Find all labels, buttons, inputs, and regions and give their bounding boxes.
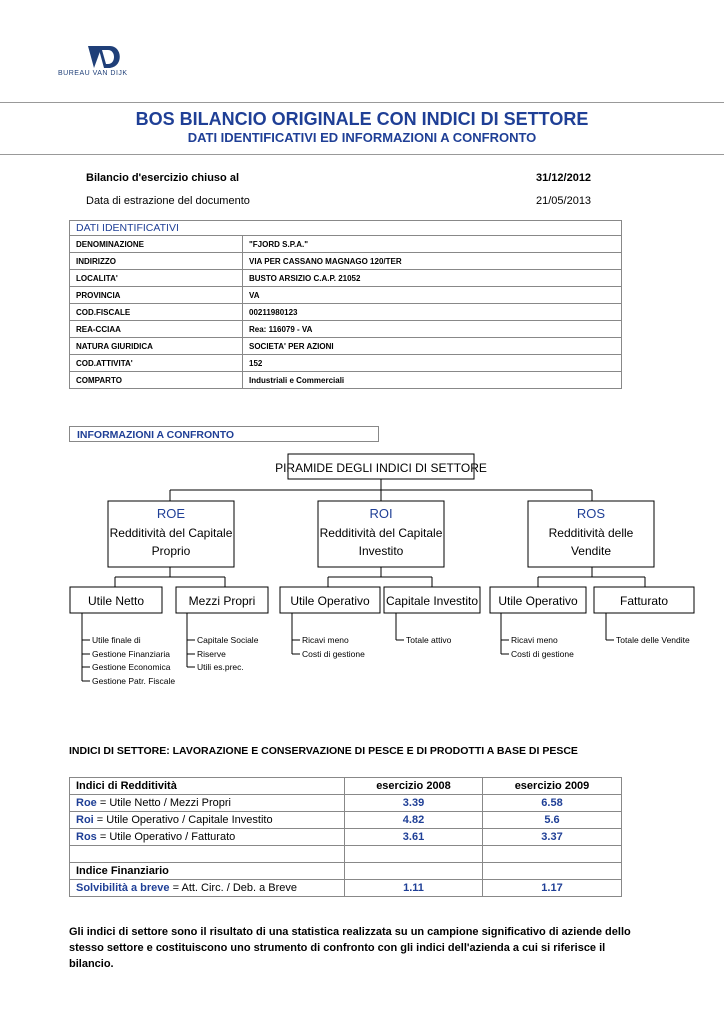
table-row (70, 795, 622, 812)
id-label: COD.ATTIVITA' (70, 355, 243, 372)
empty-cell (483, 863, 622, 880)
id-label: LOCALITA' (70, 270, 243, 287)
index-code: Ros (76, 831, 97, 843)
id-value: 00211980123 (243, 304, 622, 321)
id-value: 152 (243, 355, 622, 372)
list-item: Totale delle Vendite (616, 635, 690, 645)
index-formula-cell (70, 829, 345, 846)
list-item: Ricavi meno (302, 635, 349, 645)
id-label: INDIRIZZO (70, 253, 243, 270)
header-divider-bottom (0, 154, 724, 155)
table-row (70, 863, 622, 880)
pyramid-title: PIRAMIDE DEGLI INDICI DI SETTORE (275, 461, 487, 475)
id-value: Industriali e Commerciali (243, 372, 622, 389)
table-row (70, 355, 622, 372)
table-row (70, 236, 622, 253)
table-row (70, 880, 622, 897)
list-item: Costi di gestione (302, 649, 365, 659)
id-label: NATURA GIURIDICA (70, 338, 243, 355)
id-value: Rea: 116079 - VA (243, 321, 622, 338)
footnote: Gli indici di settore sono il risultato di una statistica realizzata su un campione significativo di aziende dello stesso settore e costituiscono uno strumento di confronto con gli indici dell'azienda a cui si riferisce il bilancio. (69, 926, 631, 970)
id-label: COD.FISCALE (70, 304, 243, 321)
value-2009: 5.6 (483, 812, 622, 829)
brand-name: BUREAU VAN DIJK (58, 70, 128, 77)
list-item: Gestione Finanziaria (92, 649, 170, 659)
id-value: BUSTO ARSIZIO C.A.P. 21052 (243, 270, 622, 287)
list-item: Totale attivo (406, 635, 452, 645)
index-formula: = Att. Circ. / Deb. a Breve (169, 882, 298, 894)
id-value: VIA PER CASSANO MAGNAGO 120/TER (243, 253, 622, 270)
list-item: Gestione Economica (92, 662, 171, 672)
ros-line1: Redditività delle (548, 526, 634, 540)
value-2009: 1.17 (483, 880, 622, 897)
roi-code: ROI (369, 506, 393, 521)
id-label: COMPARTO (70, 372, 243, 389)
id-value: SOCIETA' PER AZIONI (243, 338, 622, 355)
extraction-value: 21/05/2013 (536, 195, 592, 207)
index-formula-cell (70, 795, 345, 812)
id-label: REA-CCIAA (70, 321, 243, 338)
identification-heading: DATI IDENTIFICATIVI (70, 221, 622, 236)
utile-operativo-ros-box: Utile Operativo (498, 594, 578, 608)
id-label: PROVINCIA (70, 287, 243, 304)
list-item: Riserve (197, 649, 226, 659)
financial-label: Indice Finanziario (70, 863, 345, 880)
closing-value: 31/12/2012 (536, 172, 592, 184)
utile-operativo-roi-box: Utile Operativo (290, 594, 370, 608)
comparison-heading: INFORMAZIONI A CONFRONTO (69, 426, 379, 442)
value-2008: 4.82 (345, 812, 483, 829)
value-2008: 3.61 (345, 829, 483, 846)
list-item: Ricavi meno (511, 635, 558, 645)
closing-label: Bilancio d'esercizio chiuso al (86, 172, 239, 184)
extraction-label: Data di estrazione del documento (86, 195, 250, 207)
indices-pyramid-diagram (60, 452, 724, 702)
col-2009-header: esercizio 2009 (483, 778, 622, 795)
id-value: "FJORD S.P.A." (243, 236, 622, 253)
roe-line1: Redditività del Capitale (109, 526, 233, 540)
page-subtitle: DATI IDENTIFICATIVI ED INFORMAZIONI A CONFRONTO (187, 130, 537, 145)
list-item: Utili es.prec. (197, 662, 244, 672)
index-code: Solvibilità a breve (76, 882, 170, 894)
empty-cell (345, 863, 483, 880)
list-item: Capitale Sociale (197, 635, 259, 645)
value-2009: 3.37 (483, 829, 622, 846)
table-row (70, 253, 622, 270)
table-row (70, 321, 622, 338)
index-code: Roe (76, 797, 97, 809)
table-row (70, 829, 622, 846)
page-title: BOS BILANCIO ORIGINALE CON INDICI DI SETTORE (135, 109, 589, 129)
list-item: Utile finale di (92, 635, 141, 645)
ros-code: ROS (576, 506, 606, 521)
table-row (70, 270, 622, 287)
table-row (70, 338, 622, 355)
col-2008-header: esercizio 2008 (345, 778, 483, 795)
roi-line1: Redditività del Capitale (319, 526, 443, 540)
col-label-header: Indici di Redditività (70, 778, 345, 795)
table-row (70, 778, 622, 795)
table-row (70, 287, 622, 304)
table-row (70, 304, 622, 321)
index-code: Roi (76, 814, 94, 826)
capitale-investito-box: Capitale Investito (385, 594, 479, 608)
bureau-van-dijk-logo-icon (84, 44, 126, 70)
value-2009: 6.58 (483, 795, 622, 812)
indices-heading: INDICI DI SETTORE: LAVORAZIONE E CONSERVAZIONE DI PESCE E DI PRODOTTI A BASE DI PESCE (69, 745, 578, 757)
index-formula: = Utile Operativo / Fatturato (96, 831, 236, 843)
roe-code: ROE (156, 506, 186, 521)
value-2008: 3.39 (345, 795, 483, 812)
fatturato-box: Fatturato (619, 594, 669, 608)
indices-table (69, 777, 622, 897)
identification-table (69, 220, 622, 389)
header-divider-top (0, 102, 724, 103)
empty-cell (70, 846, 345, 863)
mezzi-propri-box: Mezzi Propri (188, 594, 256, 608)
id-value: VA (243, 287, 622, 304)
roi-line2: Investito (358, 544, 404, 558)
index-formula-cell (70, 812, 345, 829)
id-label: DENOMINAZIONE (70, 236, 243, 253)
index-formula: = Utile Operativo / Capitale Investito (93, 814, 273, 826)
list-item: Gestione Patr. Fiscale (92, 676, 176, 686)
value-2008: 1.11 (345, 880, 483, 897)
table-row (70, 812, 622, 829)
table-row (70, 372, 622, 389)
empty-cell (345, 846, 483, 863)
index-formula-cell (70, 880, 345, 897)
ros-line2: Vendite (570, 544, 612, 558)
index-formula: = Utile Netto / Mezzi Propri (96, 797, 231, 809)
roe-line2: Proprio (151, 544, 191, 558)
table-row (70, 846, 622, 863)
empty-cell (483, 846, 622, 863)
list-item: Costi di gestione (511, 649, 574, 659)
utile-netto-box: Utile Netto (87, 594, 145, 608)
